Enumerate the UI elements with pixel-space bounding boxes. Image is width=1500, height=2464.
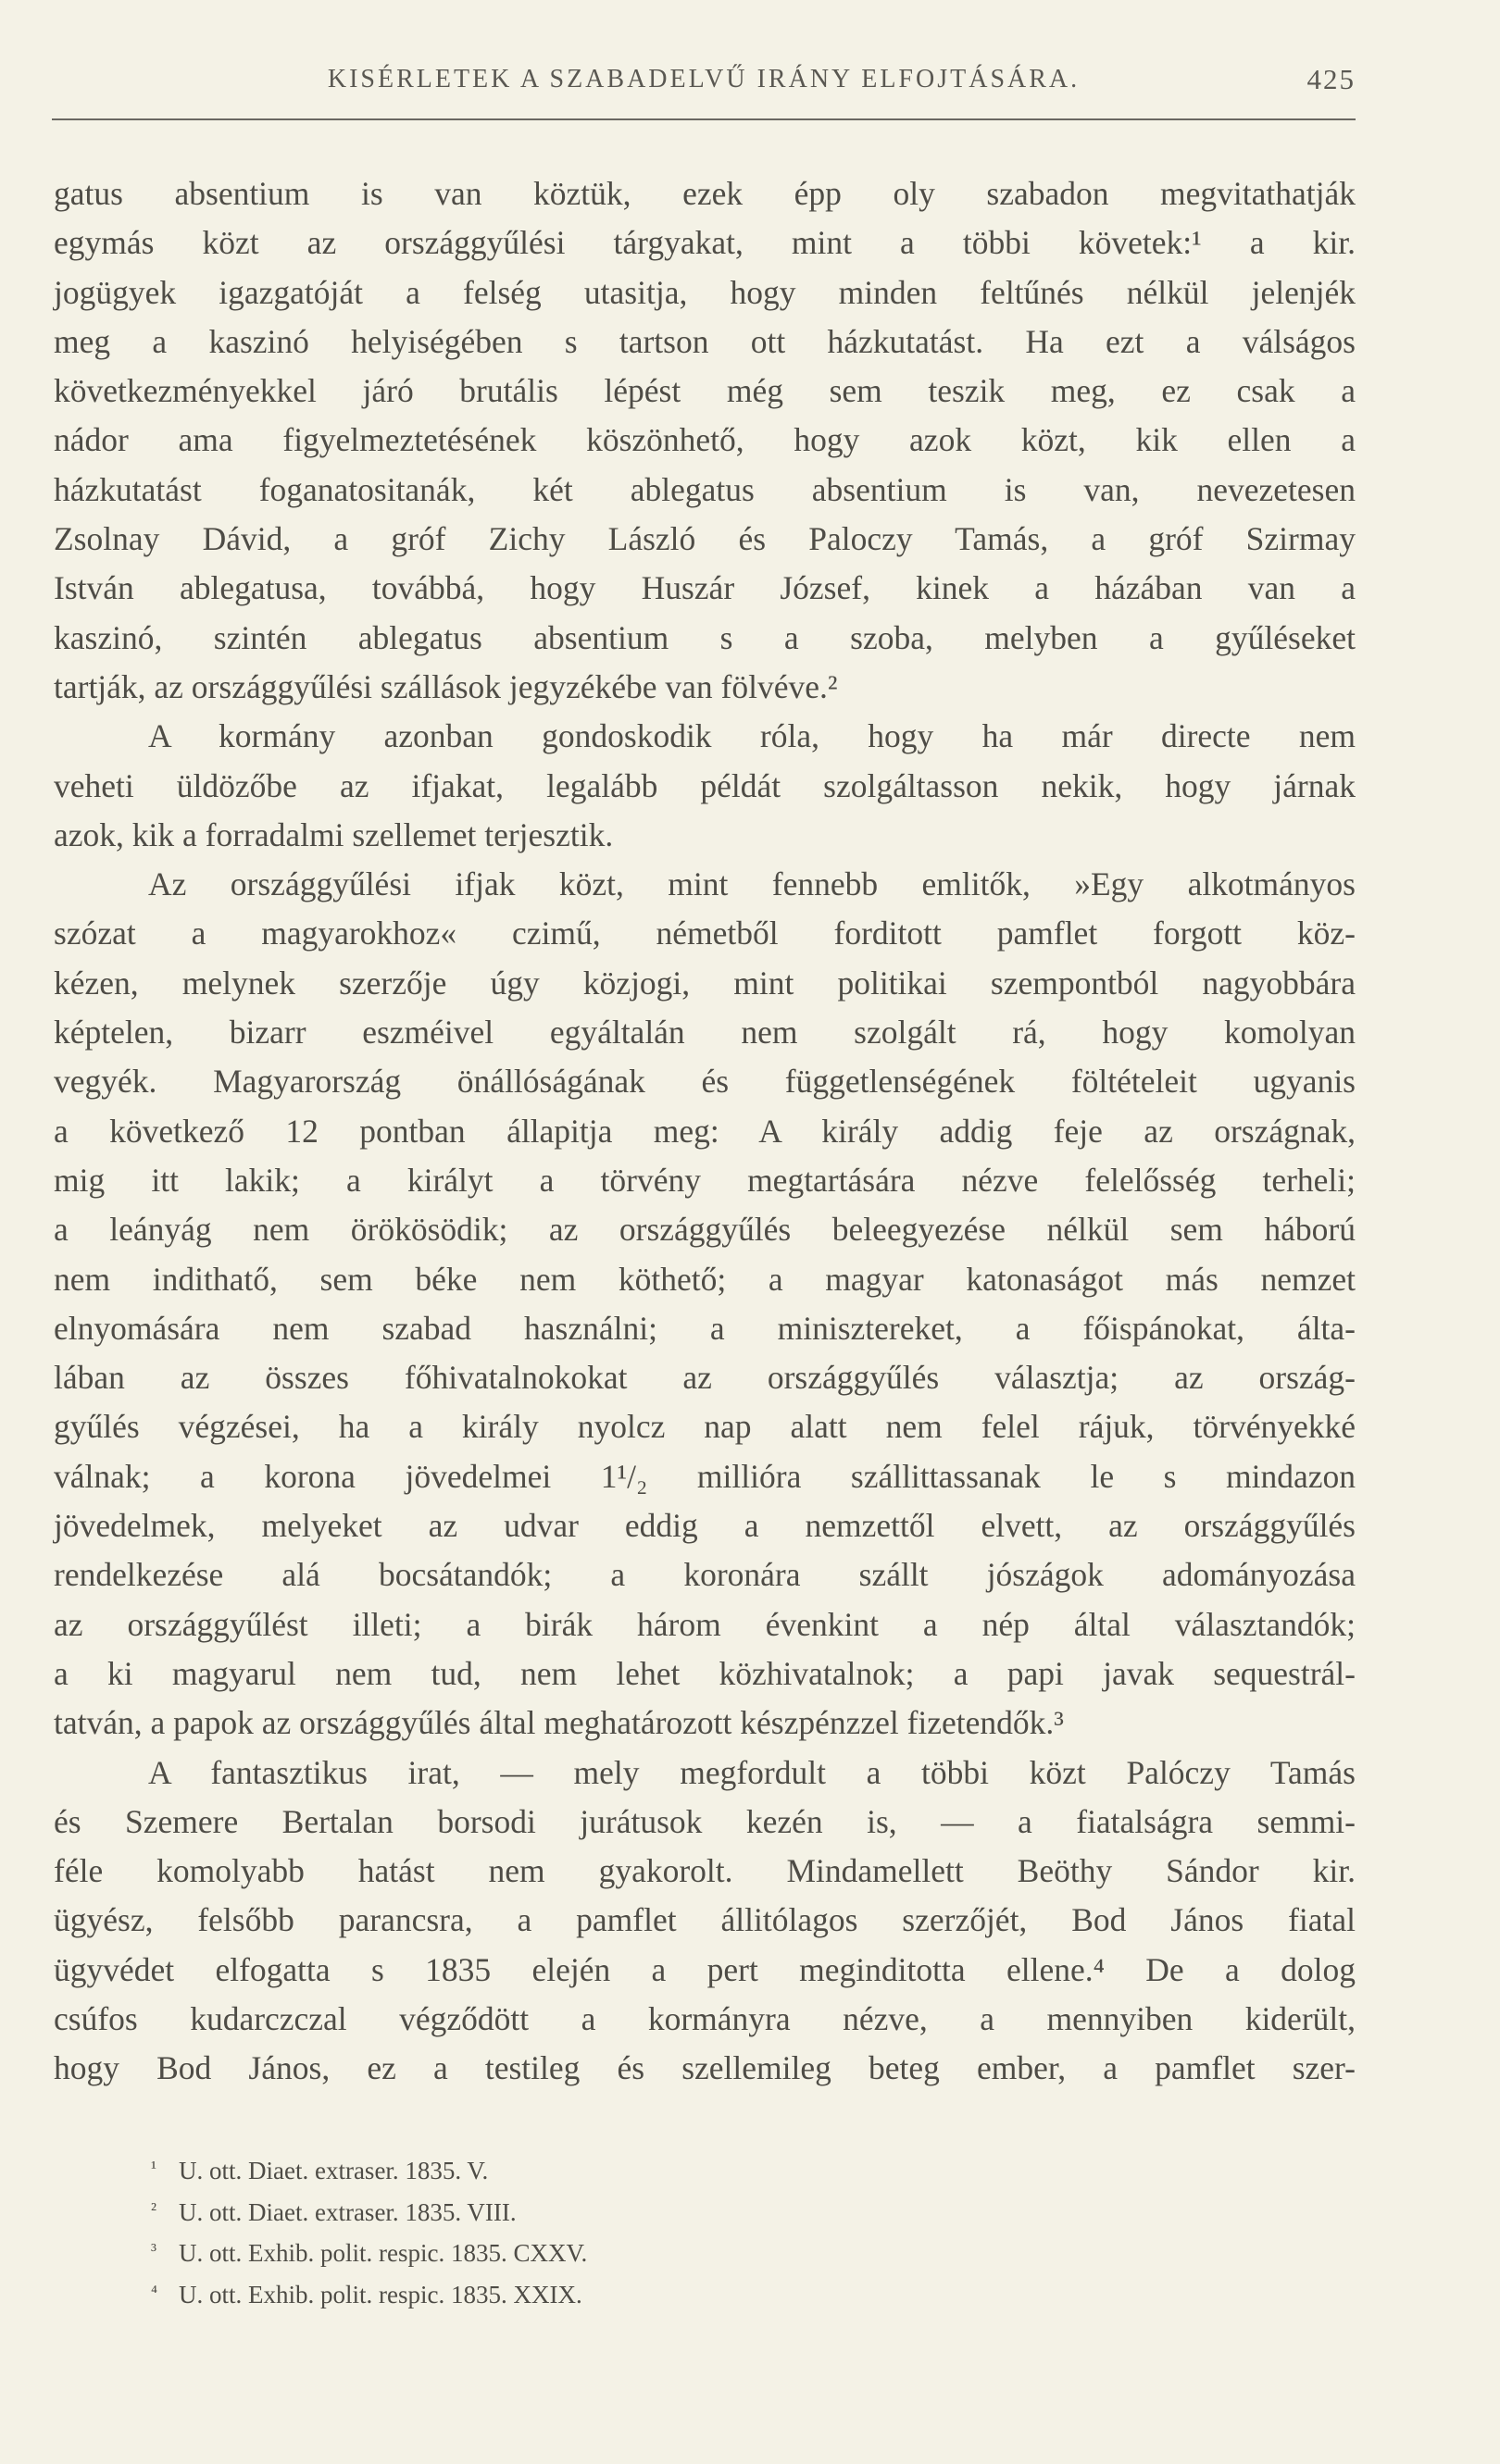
text-line: a leányág nem örökösödik; az országgyűlés beleegyezése nélkül sem háború [54, 1211, 1356, 1249]
text-line: hogy Bod János, ez a testileg és szellemileg beteg ember, a pamflet szer- [54, 2049, 1356, 2087]
footnote [151, 2273, 984, 2315]
text-line: A kormány azonban gondoskodik róla, hogy ha már directe nem [148, 717, 1356, 755]
text-line: kaszinó, szintén ablegatus absentium s a szoba, melyben a gyűléseket [54, 618, 1356, 656]
footnote-mark: ¹ [151, 2158, 156, 2178]
text-line: az országgyűlést illeti; a birák három évenkint a nép által választandók; [54, 1605, 1356, 1643]
footnote-text: U. ott. Diaet. extraser. 1835. V. [179, 2157, 489, 2184]
text-line: István ablegatusa, továbbá, hogy Huszár József, kinek a házában van a [54, 569, 1356, 607]
text-line: meg a kaszinó helyiségében s tartson ott házkutatást. Ha ezt a válságos [54, 322, 1356, 360]
text-line: Az országgyűlési ifjak közt, mint fennebb emlitők, »Egy alkotmányos [148, 865, 1356, 903]
text-line: és Szemere Bertalan borsodi jurátusok kezén is, — a fiatalságra semmi- [54, 1802, 1356, 1840]
text-line: jogügyek igazgatóját a felség utasitja, hogy minden feltűnés nélkül jelenjék [54, 273, 1356, 311]
text-line: jövedelmek, melyeket az udvar eddig a nemzettől elvett, az országgyűlés [54, 1507, 1356, 1545]
text-line: rendelkezése alá bocsátandók; a koronára szállt jószágok adományozása [54, 1556, 1356, 1594]
text-line: gyűlés végzései, ha a király nyolcz nap alatt nem felel rájuk, törvényekké [54, 1408, 1356, 1446]
footnotes [151, 2149, 984, 2314]
text-line: lában az összes főhivatalnokokat az országgyűlés választja; az ország- [54, 1359, 1356, 1397]
footnote-text: U. ott. Exhib. polit. respic. 1835. XXIX. [179, 2280, 582, 2308]
text-line: egymás közt az országgyűlési tárgyakat, mint a többi követek:¹ a kir. [54, 224, 1356, 262]
text-line: elnyomására nem szabad használni; a minisztereket, a főispánokat, álta- [54, 1309, 1356, 1347]
text-line: azok, kik a forradalmi szellemet terjesztik. [54, 815, 614, 853]
text-line: a ki magyarul nem tud, nem lehet közhivatalnok; a papi javak sequestrál- [54, 1654, 1356, 1692]
running-title: KISÉRLETEK A SZABADELVŰ IRÁNY ELFOJTÁSÁRA. [327, 65, 1081, 93]
body-text [54, 169, 1356, 2094]
text-line: A fantasztikus irat, — mely megfordult a többi közt Palóczy Tamás [148, 1753, 1356, 1791]
text-line: vegyék. Magyarország önállóságának és függetlenségének föltételeit ugyanis [54, 1063, 1356, 1101]
footnote [151, 2232, 984, 2273]
text-line: nádor ama figyelmeztetésének köszönhető, hogy azok közt, kik ellen a [54, 421, 1356, 459]
text-line: tatván, a papok az országgyűlés által meghatározott készpénzzel fizetendők.³ [54, 1704, 1064, 1742]
footnote [151, 2191, 984, 2233]
text-line: házkutatást foganatositanák, két ablegatus absentium is van, nevezetesen [54, 470, 1356, 508]
text-line: tartják, az országgyűlési szállások jegyzékébe van fölvéve.² [54, 667, 838, 705]
footnote-text: U. ott. Diaet. extraser. 1835. VIII. [179, 2197, 517, 2226]
text-line: gatus absentium is van köztük, ezek épp oly szabadon megvitathatják [54, 175, 1356, 212]
text-line: a következő 12 pontban állapitja meg: A király addig feje az országnak, [54, 1112, 1356, 1150]
footnote-mark: ³ [151, 2240, 156, 2260]
footnote-text: U. ott. Exhib. polit. respic. 1835. CXXV. [179, 2239, 588, 2267]
text-line: ügyész, felsőbb parancsra, a pamflet állitólagos szerzőjét, Bod János fiatal [54, 1901, 1356, 1939]
footnote-mark: ⁴ [151, 2281, 157, 2302]
footnote [151, 2149, 984, 2191]
page-header [52, 63, 1356, 120]
text-line: ügyvédet elfogatta s 1835 elején a pert meginditotta ellene.⁴ De a dolog [54, 1950, 1356, 1988]
text-line: csúfos kudarczczal végződött a kormányra nézve, a mennyiben kiderült, [54, 1999, 1356, 2037]
text-line: válnak; a korona jövedelmei 1¹/₂ millióra szállittassanak le s mindazon [54, 1457, 1356, 1495]
text-line: képtelen, bizarr eszméivel egyáltalán nem szolgált rá, hogy komolyan [54, 1014, 1356, 1052]
text-line: szózat a magyarokhoz« czimű, németből forditott pamflet forgott köz- [54, 915, 1356, 952]
text-line: mig itt lakik; a királyt a törvény megtartására nézve felelősség terheli; [54, 1161, 1356, 1199]
page-number: 425 [1306, 63, 1356, 95]
text-line: nem indithatő, sem béke nem köthető; a magyar katonaságot más nemzet [54, 1260, 1356, 1298]
text-line: veheti üldözőbe az ifjakat, legalább példát szolgáltasson nekik, hogy járnak [54, 766, 1356, 804]
text-line: kézen, melynek szerzője úgy közjogi, mint politikai szempontból nagyobbára [54, 964, 1356, 1002]
footnote-mark: ² [151, 2198, 156, 2220]
text-line: Zsolnay Dávid, a gróf Zichy László és Paloczy Tamás, a gróf Szirmay [54, 520, 1356, 558]
text-line: féle komolyabb hatást nem gyakorolt. Mindamellett Beöthy Sándor kir. [54, 1852, 1356, 1890]
text-line: következményekkel járó brutális lépést még sem teszik meg, ez csak a [54, 372, 1356, 410]
